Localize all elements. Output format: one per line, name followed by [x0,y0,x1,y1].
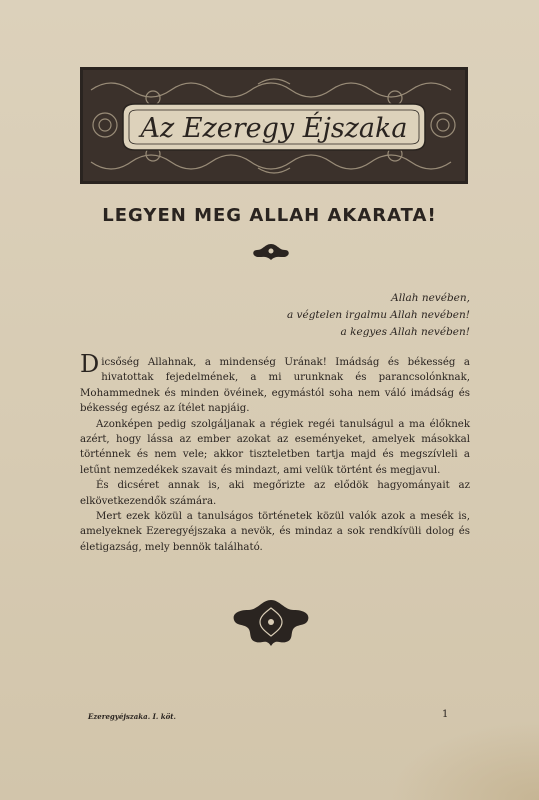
body-text [80,350,470,555]
title-banner [80,67,468,184]
paragraph: Dicsőség Allahnak, a mindenség Urának! Imádság és békesség a hivatottak fejedelmének, a mi urunknak és parancsolónknak, Mohammednek és minden övéinek, egymástól soha nem váló imádság és békesség egész az ítélet napjáig. [80,350,470,415]
footer-volume: Ezeregyéjszaka. I. köt. [88,712,176,721]
banner-title: Az Ezeregy Éjszaka [140,113,408,144]
paragraph: Mert ezek közül a tanulságos történetek közül valók azok a mesék is, amelyeknek Ezeregyéjszaka a nevök, és mindaz a sok rendkívüli dolog és életigazság, mely bennök található. [80,511,470,553]
invocation-line: Allah nevében, [391,292,470,304]
fleuron-icon [251,242,291,262]
invocation [260,290,470,341]
invocation-line: a végtelen irgalmu Allah nevében! [286,309,470,321]
invocation-line: a kegyes Allah nevében! [340,326,470,338]
page-number: 1 [442,709,449,720]
tailpiece-ornament-icon [230,598,312,648]
ornamental-frame [83,70,465,181]
drop-cap: D [80,350,100,378]
paragraph: Azonképen pedig szolgáljanak a régiek regéi tanulságul a ma élőknek azért, hogy lássa az ember azokat az eseményeket, amelyek másokkal történnek és nem vele; akkor tiszteletben tartja majd és megszívleli a letűnt nemzedékek szavait és mindazt, ami velük történt és megjavul. [80,418,470,476]
page-heading: LEGYEN MEG ALLAH AKARATA! [102,205,437,226]
paragraph: És dicséret annak is, aki megőrizte az elődök hagyományait az elkövetkezendők számára. [80,480,470,507]
